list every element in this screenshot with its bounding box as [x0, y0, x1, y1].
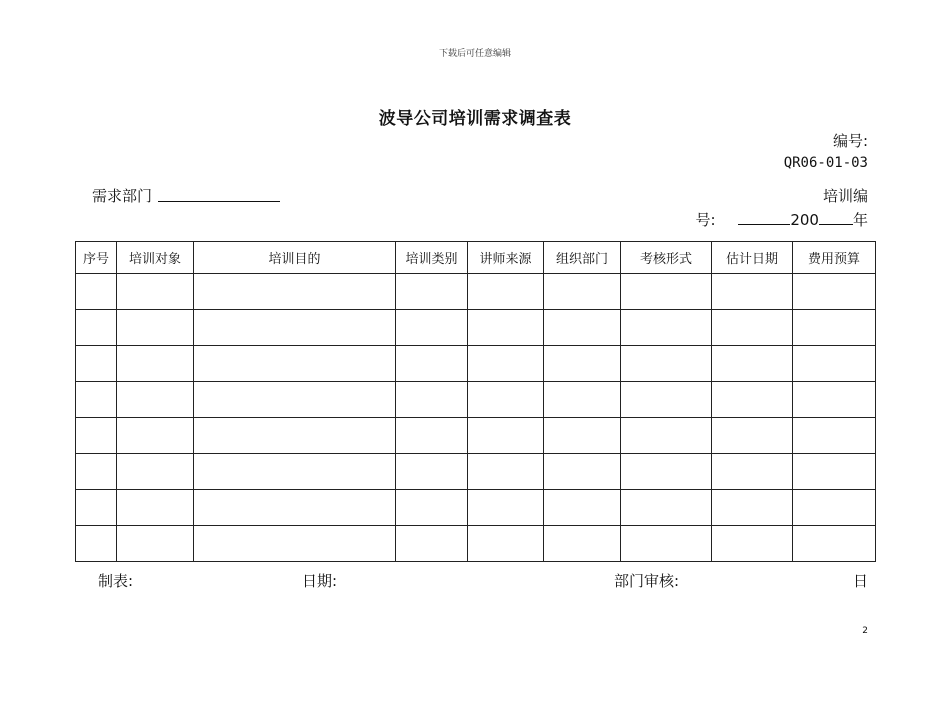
table-cell[interactable]	[544, 274, 621, 310]
table-cell[interactable]	[621, 418, 712, 454]
table-cell[interactable]	[793, 454, 876, 490]
table-cell[interactable]	[712, 454, 793, 490]
table-cell[interactable]	[117, 274, 194, 310]
header-instructor-source: 讲师来源	[468, 242, 544, 274]
table-cell[interactable]	[621, 310, 712, 346]
year-prefix: 200	[790, 211, 819, 229]
table-cell[interactable]	[194, 454, 396, 490]
table-cell[interactable]	[712, 490, 793, 526]
table-cell[interactable]	[544, 490, 621, 526]
table-cell[interactable]	[117, 418, 194, 454]
training-number-blank	[738, 210, 790, 225]
table-cell[interactable]	[117, 382, 194, 418]
header-organizing-dept: 组织部门	[544, 242, 621, 274]
table-cell[interactable]	[712, 418, 793, 454]
footer-date: 日期:	[302, 572, 338, 590]
table-cell[interactable]	[396, 418, 468, 454]
table-row	[76, 418, 876, 454]
training-number-label-cont: 号:	[695, 211, 716, 229]
table-cell[interactable]	[76, 526, 117, 562]
table-cell[interactable]	[544, 382, 621, 418]
table-row	[76, 310, 876, 346]
table-cell[interactable]	[76, 310, 117, 346]
table-cell[interactable]	[194, 418, 396, 454]
table-cell[interactable]	[396, 490, 468, 526]
table-cell[interactable]	[793, 382, 876, 418]
table-row	[76, 526, 876, 562]
header-category: 培训类别	[396, 242, 468, 274]
table-cell[interactable]	[194, 490, 396, 526]
table-cell[interactable]	[76, 454, 117, 490]
header-purpose: 培训目的	[194, 242, 396, 274]
table-cell[interactable]	[544, 454, 621, 490]
year-suffix: 年	[852, 211, 868, 229]
table-cell[interactable]	[544, 346, 621, 382]
table-row	[76, 346, 876, 382]
table-cell[interactable]	[117, 490, 194, 526]
table-cell[interactable]	[468, 454, 544, 490]
table-body	[76, 274, 876, 562]
doc-number-label: 编号:	[832, 132, 868, 150]
table-cell[interactable]	[712, 382, 793, 418]
table-cell[interactable]	[117, 346, 194, 382]
header-target: 培训对象	[117, 242, 194, 274]
training-survey-table	[75, 241, 876, 562]
table-cell[interactable]	[194, 382, 396, 418]
table-cell[interactable]	[76, 418, 117, 454]
table-row	[76, 454, 876, 490]
table-cell[interactable]	[712, 526, 793, 562]
table-cell[interactable]	[194, 274, 396, 310]
table-cell[interactable]	[793, 310, 876, 346]
table-cell[interactable]	[793, 346, 876, 382]
table-cell[interactable]	[396, 274, 468, 310]
table-cell[interactable]	[793, 418, 876, 454]
table-cell[interactable]	[76, 490, 117, 526]
table-cell[interactable]	[396, 346, 468, 382]
header-estimated-date: 估计日期	[712, 242, 793, 274]
table-row	[76, 274, 876, 310]
header-assessment: 考核形式	[621, 242, 712, 274]
table-cell[interactable]	[76, 382, 117, 418]
table-cell[interactable]	[621, 346, 712, 382]
table-cell[interactable]	[621, 454, 712, 490]
table-cell[interactable]	[194, 526, 396, 562]
doc-number-value: QR06-01-03	[783, 155, 868, 171]
training-number-row	[696, 209, 869, 230]
table-cell[interactable]	[793, 526, 876, 562]
dept-label: 需求部门	[92, 187, 153, 205]
header-note: 下载后可任意编辑	[438, 49, 511, 59]
table-cell[interactable]	[544, 526, 621, 562]
table-cell[interactable]	[76, 274, 117, 310]
table-cell[interactable]	[793, 490, 876, 526]
table-cell[interactable]	[194, 310, 396, 346]
table-cell[interactable]	[544, 418, 621, 454]
table-cell[interactable]	[468, 310, 544, 346]
table-cell[interactable]	[117, 310, 194, 346]
footer-dept-review: 部门审核:	[614, 572, 680, 590]
table-cell[interactable]	[468, 490, 544, 526]
table-cell[interactable]	[621, 274, 712, 310]
table-cell[interactable]	[712, 310, 793, 346]
training-number-label: 培训编	[822, 187, 868, 205]
page-number: 2	[862, 626, 868, 636]
header-budget: 费用预算	[793, 242, 876, 274]
table-cell[interactable]	[117, 454, 194, 490]
table-cell[interactable]	[396, 382, 468, 418]
table-cell[interactable]	[793, 274, 876, 310]
table-cell[interactable]	[396, 310, 468, 346]
footer-day: 日	[852, 572, 868, 590]
table-cell[interactable]	[712, 274, 793, 310]
year-blank	[819, 210, 853, 225]
table-cell[interactable]	[468, 382, 544, 418]
table-header-row	[76, 242, 876, 274]
table-cell[interactable]	[621, 526, 712, 562]
table-row	[76, 382, 876, 418]
table-cell[interactable]	[117, 526, 194, 562]
table-cell[interactable]	[194, 346, 396, 382]
table-cell[interactable]	[712, 346, 793, 382]
dept-fill-line	[158, 201, 280, 202]
header-seq: 序号	[76, 242, 117, 274]
table-cell[interactable]	[544, 310, 621, 346]
table-cell[interactable]	[468, 346, 544, 382]
table-cell[interactable]	[468, 274, 544, 310]
table-row	[76, 490, 876, 526]
page-title: 波导公司培训需求调查表	[378, 109, 572, 129]
table-cell[interactable]	[396, 454, 468, 490]
table-cell[interactable]	[468, 418, 544, 454]
table-cell[interactable]	[76, 346, 117, 382]
table-cell[interactable]	[621, 490, 712, 526]
table-cell[interactable]	[396, 526, 468, 562]
table-cell[interactable]	[621, 382, 712, 418]
footer-made-by: 制表:	[98, 572, 134, 590]
table-cell[interactable]	[468, 526, 544, 562]
